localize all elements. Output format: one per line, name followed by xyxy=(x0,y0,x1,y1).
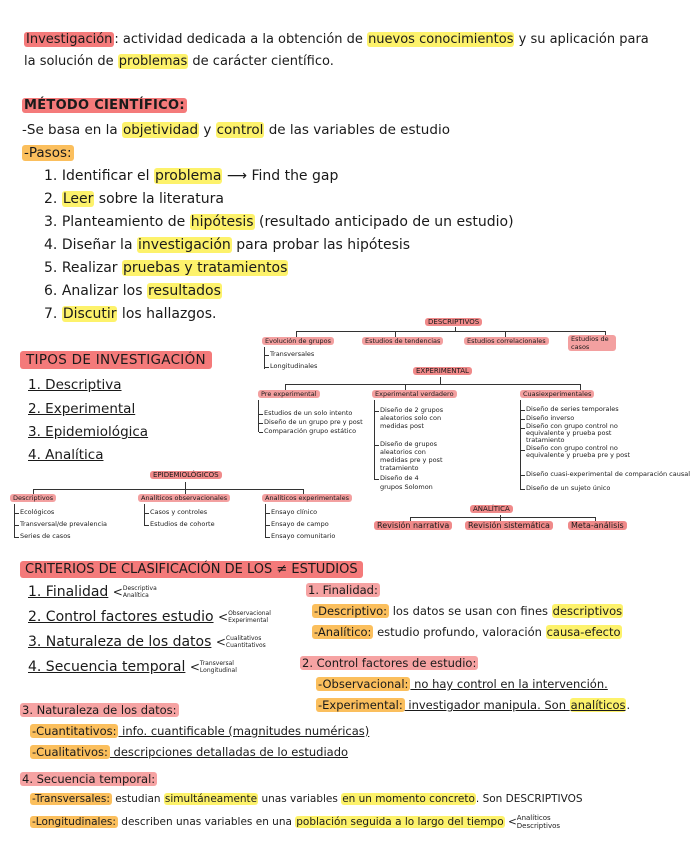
true-leaf: Diseño de grupos aleatorios con medidas pre y post tratamiento xyxy=(380,440,452,472)
descriptivos-vline xyxy=(455,327,456,332)
descriptivos-root: DESCRIPTIVOS xyxy=(425,318,482,326)
descriptivos-child-3: Estudios correlacionales xyxy=(464,337,549,345)
descriptivos-child-4: Estudios de casos xyxy=(568,335,616,351)
epi-desc: Descriptivos xyxy=(10,494,56,502)
step-6: 6. Analizar los resultados xyxy=(44,283,221,299)
descriptivos-leaf: Longitudinales xyxy=(270,362,318,370)
step-1: 1. Identificar el problema ⟶ Find the gap xyxy=(44,168,339,184)
epi-exp-leaf: Ensayo de campo xyxy=(271,520,329,528)
analitica-hline xyxy=(410,517,595,518)
epidemiologicos-root: EPIDEMIOLÓGICOS xyxy=(150,471,222,479)
experimental-root: EXPERIMENTAL xyxy=(413,367,472,375)
descriptivos-hline xyxy=(296,331,606,332)
intro-line-2: la solución de problemas de carácter científico. xyxy=(24,54,334,69)
secuencia-title: 4. Secuencia temporal: xyxy=(22,772,156,786)
analitica-root: ANALÍTICA xyxy=(470,505,513,513)
tipos-item-3: 3. Epidemiológica xyxy=(28,424,149,440)
pre-leaf: Diseño de un grupo pre y post xyxy=(264,418,363,426)
criterios-list xyxy=(28,580,271,680)
step-7: 7. Discutir los hallazgos. xyxy=(44,306,217,322)
naturaleza-line-1: -Cuantitativos: info. cuantificable (magnitudes numéricas) xyxy=(32,724,370,738)
tipos-title: TIPOS DE INVESTIGACIÓN xyxy=(20,352,212,368)
descriptivos-leaf: Transversales xyxy=(270,350,315,358)
conn xyxy=(258,400,259,432)
criterio-2: 2. Control factores estudio <Observacional Experimental xyxy=(28,609,271,625)
true-leaf: Diseño de 2 grupos aleatorios solo con medidas post xyxy=(380,406,448,430)
criterio-3: 3. Naturaleza de los datos <Cualitativos Cuantitativos xyxy=(28,634,266,650)
secuencia-line-1: -Transversales: estudian simultáneamente unas variables en un momento concreto. Son DESCRIPTIVOS xyxy=(32,793,583,805)
epi-obs: Analíticos observacionales xyxy=(138,494,230,502)
epidemiologicos-hline xyxy=(33,489,303,490)
finalidad-line-1: -Descriptivo: los datos se usan con fines descriptivos xyxy=(314,604,623,618)
metodo-steps xyxy=(44,165,514,326)
quasi-leaf: Diseño de series temporales xyxy=(526,405,619,413)
conn xyxy=(14,504,15,538)
analitica-child-3: Meta-análisis xyxy=(568,521,627,530)
conn xyxy=(264,347,265,369)
analitica-child-1: Revisión narrativa xyxy=(374,521,452,530)
step-2: 2. Leer sobre la literatura xyxy=(44,191,224,207)
quasi-leaf: Diseño con grupo control no equivalente y prueba pre y post xyxy=(526,445,636,459)
epi-exp: Analíticos experimentales xyxy=(262,494,352,502)
step-3: 3. Planteamiento de hipótesis (resultado anticipado de un estudio) xyxy=(44,214,514,230)
secuencia-line-2: -Longitudinales: describen unas variables en una población seguida a lo largo del tiempo <Analíticos Descriptivos xyxy=(32,814,561,830)
conn xyxy=(520,400,521,490)
descriptivos-child-2: Estudios de tendencias xyxy=(362,337,443,345)
epi-desc-leaf: Transversal/de prevalencia xyxy=(20,520,108,528)
control-line-1: -Observacional: no hay control en la intervención. xyxy=(318,677,608,691)
quasi-leaf: Diseño de un sujeto único xyxy=(526,484,611,492)
quasi-leaf: Diseño cuasi-experimental de comparación causal xyxy=(526,470,690,478)
tipos-item-2: 2. Experimental xyxy=(28,401,136,417)
metodo-pasos: -Pasos: xyxy=(24,145,72,161)
experimental-true: Experimental verdadero xyxy=(372,390,457,398)
epi-exp-leaf: Ensayo comunitario xyxy=(271,532,336,540)
conn xyxy=(440,377,441,384)
naturaleza-title: 3. Naturaleza de los datos: xyxy=(22,703,177,717)
criterios-title: CRITERIOS DE CLASIFICACIÓN DE LOS ≠ ESTUDIOS xyxy=(20,562,363,577)
conn xyxy=(185,482,186,489)
finalidad-line-2: -Analítico: estudio profundo, valoración causa-efecto xyxy=(314,625,621,639)
step-4: 4. Diseñar la investigación para probar las hipótesis xyxy=(44,237,411,253)
finalidad-title: 1. Finalidad: xyxy=(308,583,378,597)
criterio-1: 1. Finalidad <Descriptiva Analítica xyxy=(28,584,157,600)
naturaleza-line-2: -Cualitativos: descripciones detalladas de lo estudiado xyxy=(32,745,349,759)
epi-exp-leaf: Ensayo clínico xyxy=(271,508,318,516)
conn xyxy=(144,504,145,526)
pre-leaf: Estudios de un solo intento xyxy=(264,409,353,417)
criterio-4: 4. Secuencia temporal <Transversal Longitudinal xyxy=(28,659,237,675)
descriptivos-child-1: Evolución de grupos xyxy=(262,337,334,345)
conn xyxy=(265,504,266,538)
experimental-quasi: Cuasiexperimentales xyxy=(520,390,594,398)
epi-obs-leaf: Estudios de cohorte xyxy=(150,520,215,528)
control-line-2: -Experimental: investigador manipula. Son analíticos. xyxy=(318,698,631,712)
experimental-pre: Pre experimental xyxy=(258,390,320,398)
control-title: 2. Control factores de estudio: xyxy=(302,656,477,670)
tipos-item-1: 1. Descriptiva xyxy=(28,377,122,393)
analitica-child-2: Revisión sistemática xyxy=(465,521,553,530)
intro-term: Investigación xyxy=(26,32,113,47)
step-5: 5. Realizar pruebas y tratamientos xyxy=(44,260,288,276)
true-leaf: Diseño de 4 grupos Solomon xyxy=(380,474,442,492)
metodo-title: MÉTODO CIENTÍFICO: xyxy=(24,98,185,113)
experimental-hline xyxy=(285,384,580,385)
tipos-item-4: 4. Analítica xyxy=(28,447,104,463)
epi-desc-leaf: Ecológicos xyxy=(20,508,55,516)
epi-obs-leaf: Casos y controles xyxy=(150,508,208,516)
metodo-basis: -Se basa en la objetividad y control de las variables de estudio xyxy=(22,122,450,138)
pre-leaf: Comparación grupo estático xyxy=(264,427,357,435)
quasi-leaf: Diseño con grupo control no equivalente y prueba post tratamiento xyxy=(526,423,636,444)
intro-line-1: Investigación : actividad dedicada a la obtención de nuevos conocimientos y su aplicación para xyxy=(26,32,649,47)
quasi-leaf: Diseño inverso xyxy=(526,414,575,422)
conn xyxy=(374,400,375,480)
epi-desc-leaf: Series de casos xyxy=(20,532,71,540)
